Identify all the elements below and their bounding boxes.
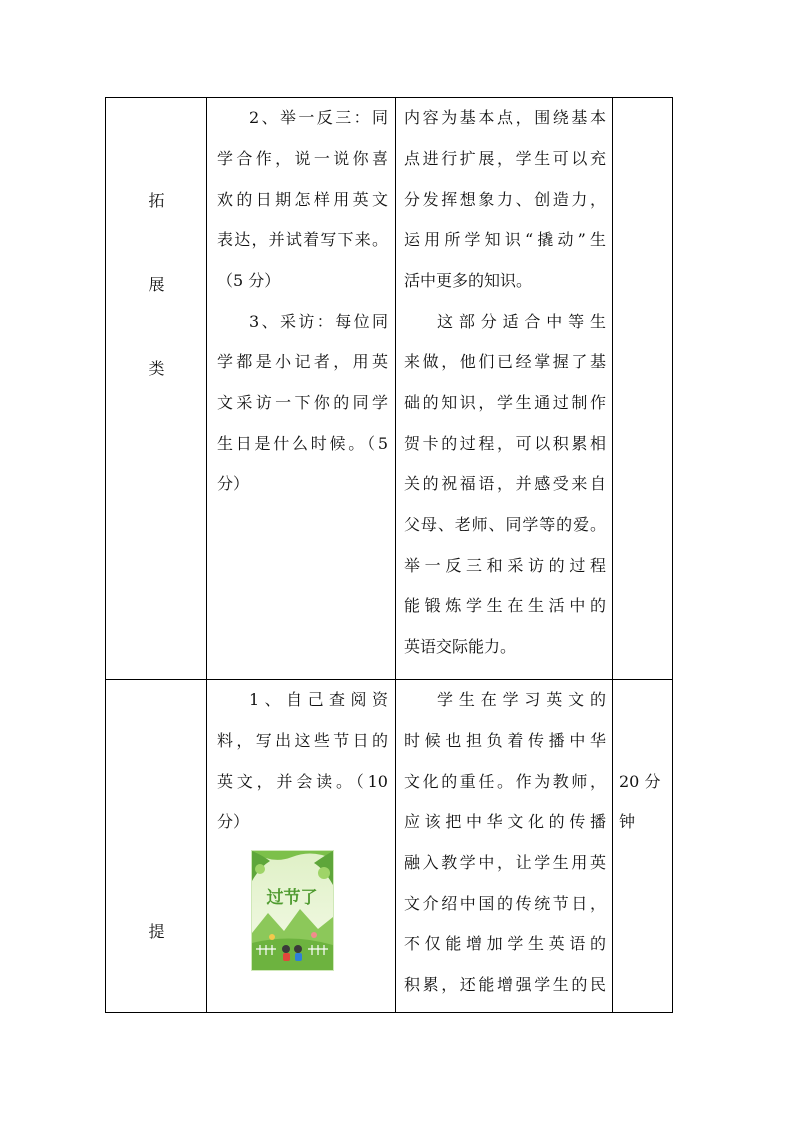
text-line: 英文，并会读。（10	[217, 772, 388, 791]
text-line: 能锻炼学生在生活中的	[404, 596, 606, 615]
text-line: 不仅能增加学生英语的	[404, 934, 606, 953]
text-line: 分）	[217, 812, 250, 831]
text-line: 3、采访：每位同	[249, 312, 388, 331]
text-line: 点进行扩展，学生可以充	[404, 149, 606, 168]
text-line: 时候也担负着传播中华	[404, 731, 606, 750]
text-line: 贺卡的过程，可以积累相	[404, 434, 606, 453]
festival-poster-image	[251, 850, 334, 971]
text-line: 这部分适合中等生	[437, 312, 606, 331]
time-cell	[613, 98, 673, 680]
stage-cell	[106, 680, 207, 1013]
text-line: 表达，并试着写下来。	[217, 230, 388, 249]
text-line: 举一反三和采访的过程	[404, 556, 606, 575]
time-cell	[613, 680, 673, 1013]
time-text: 钟	[619, 812, 636, 831]
text-line: （5 分）	[217, 271, 281, 290]
stage-label-char: 拓	[148, 191, 165, 210]
text-line: 运用所学知识“撬动”生	[404, 230, 606, 249]
text-line: 关的祝福语，并感受来自	[404, 474, 606, 493]
text-line: 文采访一下你的同学	[217, 393, 388, 412]
text-line: 来做，他们已经掌握了基	[404, 352, 606, 371]
text-line: 应该把中华文化的传播	[404, 812, 606, 831]
text-line: 学都是小记者，用英	[217, 352, 388, 371]
stage-label-char: 展	[148, 275, 165, 294]
text-line: 2、举一反三：同	[249, 108, 388, 127]
activity-cell	[207, 98, 396, 680]
activity-cell	[207, 680, 396, 1013]
text-line: 内容为基本点，围绕基本	[404, 108, 606, 127]
text-line: 生日是什么时候。（5	[217, 434, 388, 453]
stage-label-char: 提	[148, 922, 165, 941]
text-line: 础的知识，学生通过制作	[404, 393, 606, 412]
text-line: 1、自己查阅资	[249, 690, 388, 709]
text-line: 文介绍中国的传统节日，	[404, 894, 606, 913]
time-text: 20 分	[619, 772, 661, 791]
text-line: 料，写出这些节日的	[217, 731, 388, 750]
poster-title: 过节了	[266, 888, 318, 908]
text-line: 分发挥想象力、创造力，	[404, 190, 606, 209]
text-line: 欢的日期怎样用英文	[217, 190, 388, 209]
stage-label-char: 类	[148, 359, 165, 378]
table-row-improvement	[106, 680, 673, 1013]
text-line: 文化的重任。作为教师，	[404, 772, 606, 791]
table-row-extension	[106, 98, 673, 680]
text-line: 英语交际能力。	[404, 637, 517, 656]
lesson-plan-table	[105, 97, 673, 1013]
stage-cell	[106, 98, 207, 680]
text-line: 融入教学中，让学生用英	[404, 853, 606, 872]
text-line: 学合作，说一说你喜	[217, 149, 388, 168]
purpose-cell	[396, 680, 613, 1013]
text-line: 活中更多的知识。	[404, 271, 533, 290]
text-line: 分）	[217, 474, 250, 493]
text-line: 父母、老师、同学等的爱。	[404, 515, 606, 534]
purpose-cell	[396, 98, 613, 680]
text-line: 积累，还能增强学生的民	[404, 975, 606, 994]
text-line: 学生在学习英文的	[437, 690, 606, 709]
